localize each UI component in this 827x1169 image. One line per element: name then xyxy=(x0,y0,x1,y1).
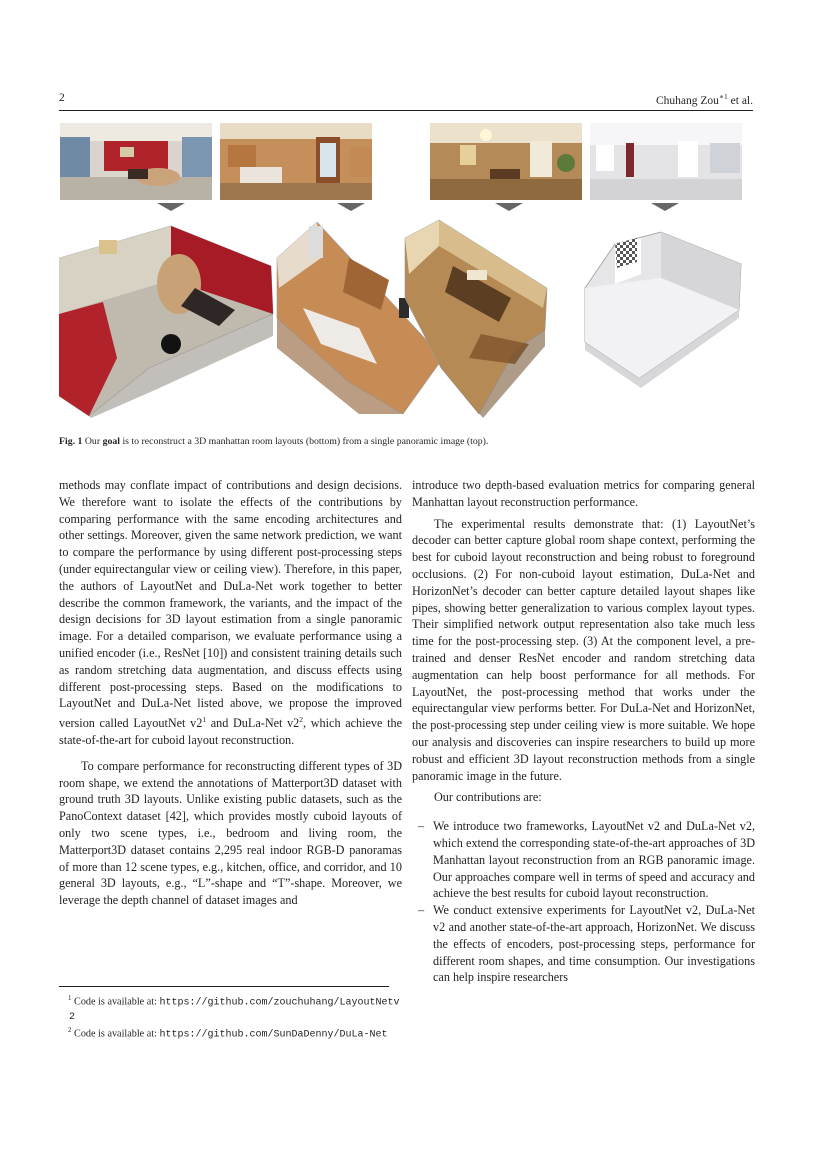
down-arrow-icon xyxy=(337,203,365,211)
caption-pre: Our xyxy=(84,436,101,447)
running-header xyxy=(59,92,753,111)
contribution-text: We introduce two frameworks, LayoutNet v2 and DuLa-Net v2, which extend the corresponding state-of-the-art approaches of 3D Manhattan layout reconstruction from an RGB panoramic image. Our approaches compare well in terms of speed and accuracy and achieve the best results for cuboid layout reconstruction. xyxy=(433,819,755,901)
left-p1-mid: and DuLa-Net v2 xyxy=(206,716,300,731)
footnote-1 xyxy=(59,992,402,1024)
footnote-mark: 1 xyxy=(68,994,72,1002)
down-arrow-icon xyxy=(651,203,679,211)
footnote-text: Code is available at: xyxy=(74,996,160,1008)
page-number: 2 xyxy=(59,92,65,104)
figure-caption xyxy=(59,436,753,447)
authors-name: Chuhang Zou xyxy=(655,94,719,107)
header-authors xyxy=(656,92,753,107)
footnote-ref-2: 2 xyxy=(299,715,304,725)
right-column xyxy=(412,477,755,986)
right-paragraph-3: Our contributions are: xyxy=(434,790,542,805)
down-arrow-icon xyxy=(157,203,185,211)
room-reconstruction-empty-room xyxy=(585,232,741,388)
left-paragraph-2: To compare performance for reconstructing different types of 3D room shape, we extend the annotations of Matterport3D dataset with ground truth 3D layouts. Unlike existing public datasets, such as the PanoContext dataset [42], which provides mostly cuboid layouts of only two scene types, i.e., bedroom and living room, the Matterport3D dataset contains 2,295 real indoor RGB-D panoramas of more than 12 scene types, e.g., kitchen, office, and corridor, and 10 general 3D layouts, e.g., “L”-shape and “T”-shape. Moreover, we leverage the depth channel of dataset images and xyxy=(59,758,402,908)
caption-bold: goal xyxy=(102,436,120,447)
right-paragraph-2: The experimental results demonstrate that: (1) LayoutNet’s decoder can better capture global room shape context, performing the best for cuboid layout reconstruction and being robust to foreground occlusions. (2) For non-cuboid layout estimation, DuLa-Net and HorizonNet’s decoder can better capture detailed layout shapes like pipes, showing better generalization to various complex layout types. Their simplified network output representation also take much less time for the post-processing step. (3) At the component level, a pre-trained and denser ResNet encoder and random stretching data augmentation can help boost performance for all methods. For LayoutNet, the post-processing method that works under the equirectangular view performs better. For DuLa-Net and HorizonNet, the post-processing step under ceiling view is more suitable. We hope our analysis and discoveries can inspire researchers to build up more robust and efficient 3D layout reconstruction methods from a single panoramic image in the future. xyxy=(412,516,755,783)
contributions-list xyxy=(412,818,755,986)
room-reconstruction-hall xyxy=(405,220,547,418)
authors-mark: ∗1 xyxy=(718,92,728,101)
list-item: – We conduct extensive experiments for LayoutNet v2, DuLa-Net v2 and another state-of-the-art approach, HorizonNet. We discuss the effects of encoders, post-processing steps, performance for different room shapes, and time consumption. Our investigations can help inspire researchers xyxy=(418,903,755,985)
authors-suffix: et al. xyxy=(727,94,753,107)
list-item: – We introduce two frameworks, LayoutNet v2 and DuLa-Net v2, which extend the corresponding state-of-the-art approaches of 3D Manhattan layout reconstruction from an RGB panoramic image. Our approaches compare well in terms of speed and accuracy and achieve the best results for cuboid layout reconstruction. xyxy=(418,819,755,901)
footnote-url-link[interactable]: https://github.com/SunDaDenny/DuLa-Net xyxy=(159,1029,388,1041)
footnote-ref-1: 1 xyxy=(202,715,207,725)
panorama-image-living-room xyxy=(60,123,212,200)
footnote-divider xyxy=(59,986,389,987)
footnote-url-link[interactable]: https://github.com/zouchuhang/LayoutNetv2 xyxy=(69,997,400,1023)
caption-post: is to reconstruct a 3D manhattan room layouts (bottom) from a single panoramic image (top). xyxy=(122,436,489,447)
caption-label: Fig. 1 xyxy=(59,436,83,447)
footnotes xyxy=(59,992,402,1042)
room-reconstruction-living-room xyxy=(59,226,273,418)
figure-3d-reconstructions xyxy=(59,218,749,418)
footnote-text: Code is available at: xyxy=(74,1028,160,1040)
panorama-image-bedroom xyxy=(220,123,372,200)
left-p1-end: , which achieve the state-of-the-art for cuboid layout reconstruction. xyxy=(59,716,402,748)
panorama-image-empty-room xyxy=(590,123,742,200)
left-paragraph-1 xyxy=(59,477,402,749)
down-arrow-icon xyxy=(495,203,523,211)
panorama-image-hall xyxy=(430,123,582,200)
footnote-2 xyxy=(59,1024,402,1042)
right-paragraph-1: introduce two depth-based evaluation metrics for comparing general Manhattan layout reconstruction performance. xyxy=(412,478,755,509)
contribution-text: We conduct extensive experiments for LayoutNet v2, DuLa-Net v2 and another state-of-the-art approach, HorizonNet. We discuss the effects of encoders, post-processing steps, performance for different room shapes, and time consumption. Our investigations can help inspire researchers xyxy=(433,903,755,985)
footnote-mark: 2 xyxy=(68,1026,72,1035)
left-p1-text: methods may conflate impact of contributions and design decisions. We therefore want to isolate the effects of the contributions by comparing performance with the same encoding architectures and other settings. Moreover, given the same network prediction, we want to compare the performance by using different post-processing steps (under equirectangular view or ceiling view). Therefore, in this paper, the authors of LayoutNet and DuLa-Net work together to better describe the common framework, the variants, and the impact of the design decisions for 3D layout estimation from a single panoramic image. For a detailed comparison, we evaluate performance using a unified encoder (i.e., ResNet [10]) and consistent training details such as random stretching data augmentation, and discuss effects using different post-processing steps. Based on the modifications to LayoutNet and DuLa-Net listed above, we propose the improved version called LayoutNet v2 xyxy=(59,478,402,731)
figure-panoramas xyxy=(60,123,742,200)
left-column xyxy=(59,477,402,909)
